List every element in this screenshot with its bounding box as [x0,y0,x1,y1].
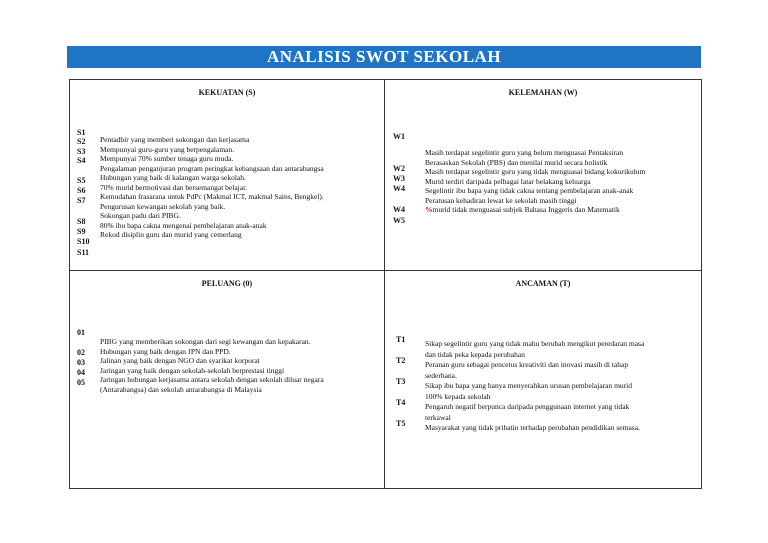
list-item: Masih terdapat segelintir guru yang belum menguasai Pentaksiran [425,148,624,157]
opportunities-cell [70,271,385,489]
list-item: Masih terdapat segelintir guru yang tidak menguasai bidang kokurikulum [425,167,646,176]
list-item: Peratusan kehadiran lewat ke sekolah masih tinggi [425,195,577,205]
strength-code: S11 [77,248,90,257]
threats-cell [385,271,702,489]
strength-code: S8 [77,217,86,226]
list-item: Pentadbir yang memberi sokongan dan kerjasama [100,135,250,144]
list-item: Sokongan padu dari PIBG. [100,211,181,220]
opportunities-header: PELUANG (0) [201,279,253,288]
weaknesses-header: KELEMAHAN (W) [508,88,578,97]
page-title: ANALISIS SWOT SEKOLAH [67,46,701,68]
list-item: Kemudahan frasarana untuk PdPc (Makmal ICT, makmal Sains, Bengkel). [100,192,324,201]
weakness-code: W4 [393,205,405,214]
strength-code: S1 [77,128,86,137]
strength-code: S4 [77,156,86,165]
threat-code: T4 [396,398,406,407]
list-item: Sikap ibu bapa yang hanya menyerahkan urusan pembelajaran murid [425,381,633,390]
list-item: Murid terdiri daripada pelbagai latar belakang keluarga [425,176,591,186]
list-item: Pengalaman penganjuran program peringkat kebangsaan dan antarabangsa [100,163,324,173]
threat-code: T2 [396,356,406,365]
list-item: Pengurusan kewangan sekolah yang baik. [100,201,226,211]
threats-list [425,339,644,434]
weakness-code: W1 [393,132,405,141]
list-item: Mempunyai guru-guru yang berpengalaman. [100,144,235,154]
weaknesses-cell [385,80,702,271]
opportunity-code: 01 [77,328,85,337]
list-item: Hubungan yang baik di kalangan warga sekolah. [100,173,246,182]
list-item: Sikap segelintir guru yang tidak mahu berubah mengikut peredaran masa [425,339,645,348]
swot-table [69,79,702,489]
list-item [425,205,645,215]
strength-code: S6 [77,186,86,195]
weakness-code: W2 [393,164,405,173]
list-item: Masyarakat yang tidak prihatin terhadap perubahan pendidikan semasa. [425,423,640,432]
opportunity-code: 02 [77,348,85,357]
list-item: Jaringan hubungan kerjasama antara sekolah dengan sekolah diluar negara [100,375,324,384]
list-item: 100% kepada sekolah [425,391,491,401]
strength-code: S10 [77,237,90,246]
opportunity-code: 05 [77,378,85,387]
weakness-code: W3 [393,174,405,183]
strength-code: S2 [77,137,86,146]
weakness-code: W5 [393,216,405,225]
strengths-cell [70,80,385,271]
list-item: Berasaskan Sekolah (PBS) dan menilai murid secara holistik [425,157,608,167]
strength-code: S5 [77,176,86,185]
threats-header: ANCAMAN (T) [515,279,571,288]
strengths-header: KEKUATAN (S) [198,88,256,97]
opportunities-list [100,337,324,394]
list-item: dan tidak peka kepada perubahan [425,349,525,359]
list-item: Rekod disiplin guru dan murid yang cemerlang [100,230,242,239]
strength-code: S7 [77,196,86,205]
list-item: Peranan guru sebagai pencetus kreativiti dan inovasi masih di tahap [425,360,629,369]
strength-code: S9 [77,227,86,236]
list-item: Segelintir ibu bapa yang tidak cakna tentang pembelajaran anak-anak [425,186,634,195]
threat-code: T5 [396,419,406,428]
list-item-text: murid tidak menguasai subjek Bahasa Inggeris dan Matematik [432,205,620,214]
threat-code: T1 [396,335,406,344]
strengths-list [100,135,324,240]
list-item: sederhana. [425,370,457,380]
weaknesses-list [425,148,645,215]
list-item: Pengaruh negatif berpunca daripada penggunaan internet yang tidak [425,402,630,411]
weakness-code: W4 [393,184,405,193]
list-item: Jalinan yang baik dengan NGO dan syarikat korporat [100,356,260,365]
opportunity-code: 04 [77,368,85,377]
list-item: (Antarabangsa) dan sekolah antarabangsa di Malaysia [100,384,262,394]
opportunity-code: 03 [77,358,85,367]
threat-code: T3 [396,377,406,386]
list-item: terkawal [425,412,451,422]
list-item: 70% murid bermotivasi dan bersemangat belajar. [100,182,248,192]
list-item: PIBG yang memberikan sokongan dari segi kewangan dan kepakaran. [100,337,311,346]
strength-code: S3 [77,147,86,156]
list-item: Mempunyai 70% sumber tenaga guru muda. [100,154,234,163]
list-item: Hubungan yang baik dengan JPN dan PPD. [100,346,231,356]
list-item: Jaringan yang baik dengan sekolah-sekolah berprestasi tinggi [100,365,285,375]
list-item: 80% ibu bapa cakna mengenai pembelajaran anak-anak [100,220,267,230]
percent-mark: % [425,205,433,214]
